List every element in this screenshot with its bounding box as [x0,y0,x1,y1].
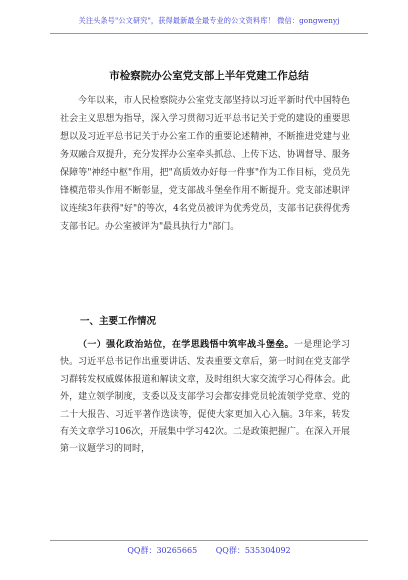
footer-qq-group-2: QQ群：535304092 [215,546,291,555]
header-divider [50,33,368,34]
subsection-paragraph [60,337,350,459]
subsection-lead: （一）强化政治站位，在学思践悟中筑牢战斗堡垒。 [78,340,295,350]
footer-divider [50,540,368,541]
intro-paragraph: 今年以来，市人民检察院办公室党支部坚持以习近平新时代中国特色社会主义思想为指导，深入学习贯彻习近平总书记关于党的建设的重要思想以及习近平总书记关于办公室工作的重要论述精神，不断推进党建与业务双融合双提升，充分发挥办公室牵头抓总、上传下达、协调督导、服务保障等"神经中枢"作用，把"高质效办好每一件事"作为工作目标，党员先锋模范带头作用不断彰显，党支部战斗堡垒作用不断提升。党支部述职评议连续3年获得"好"的等次，4名党员被评为优秀党员，支部书记获得优秀支部书记。办公室被评为"最具执行力"部门。 [60,96,350,232]
header-note: 关注头条号"公文研究"，获得最新最全最专业的公文资料库！ 微信：gongwenyj [78,16,340,25]
footer-qq-group-1: QQ群：30265665 [127,546,198,555]
intro-section [60,92,350,236]
subsection-text: 一是理论学习快。习近平总书记作出重要讲话、发表重要文章后，第一时间在党支部学习群转发权威媒体报道和解读文章，及时组织大家交流学习心得体会。此外，建立领学制度，支委以及支部学习会都安排党员轮流领学党章、党的二十大报告、习近平著作选读等，促使大家更加入心入脑。3年来，转发有关文章学习106次，开展集中学习42次。二是政策把握广。在深入开展第一议题学习的同时， [60,340,350,455]
subsection-one [60,337,350,459]
footer [50,545,368,556]
document-title: 市检察院办公室党支部上半年党建工作总结 [109,70,309,82]
section-heading: 一、主要工作情况 [80,316,157,327]
